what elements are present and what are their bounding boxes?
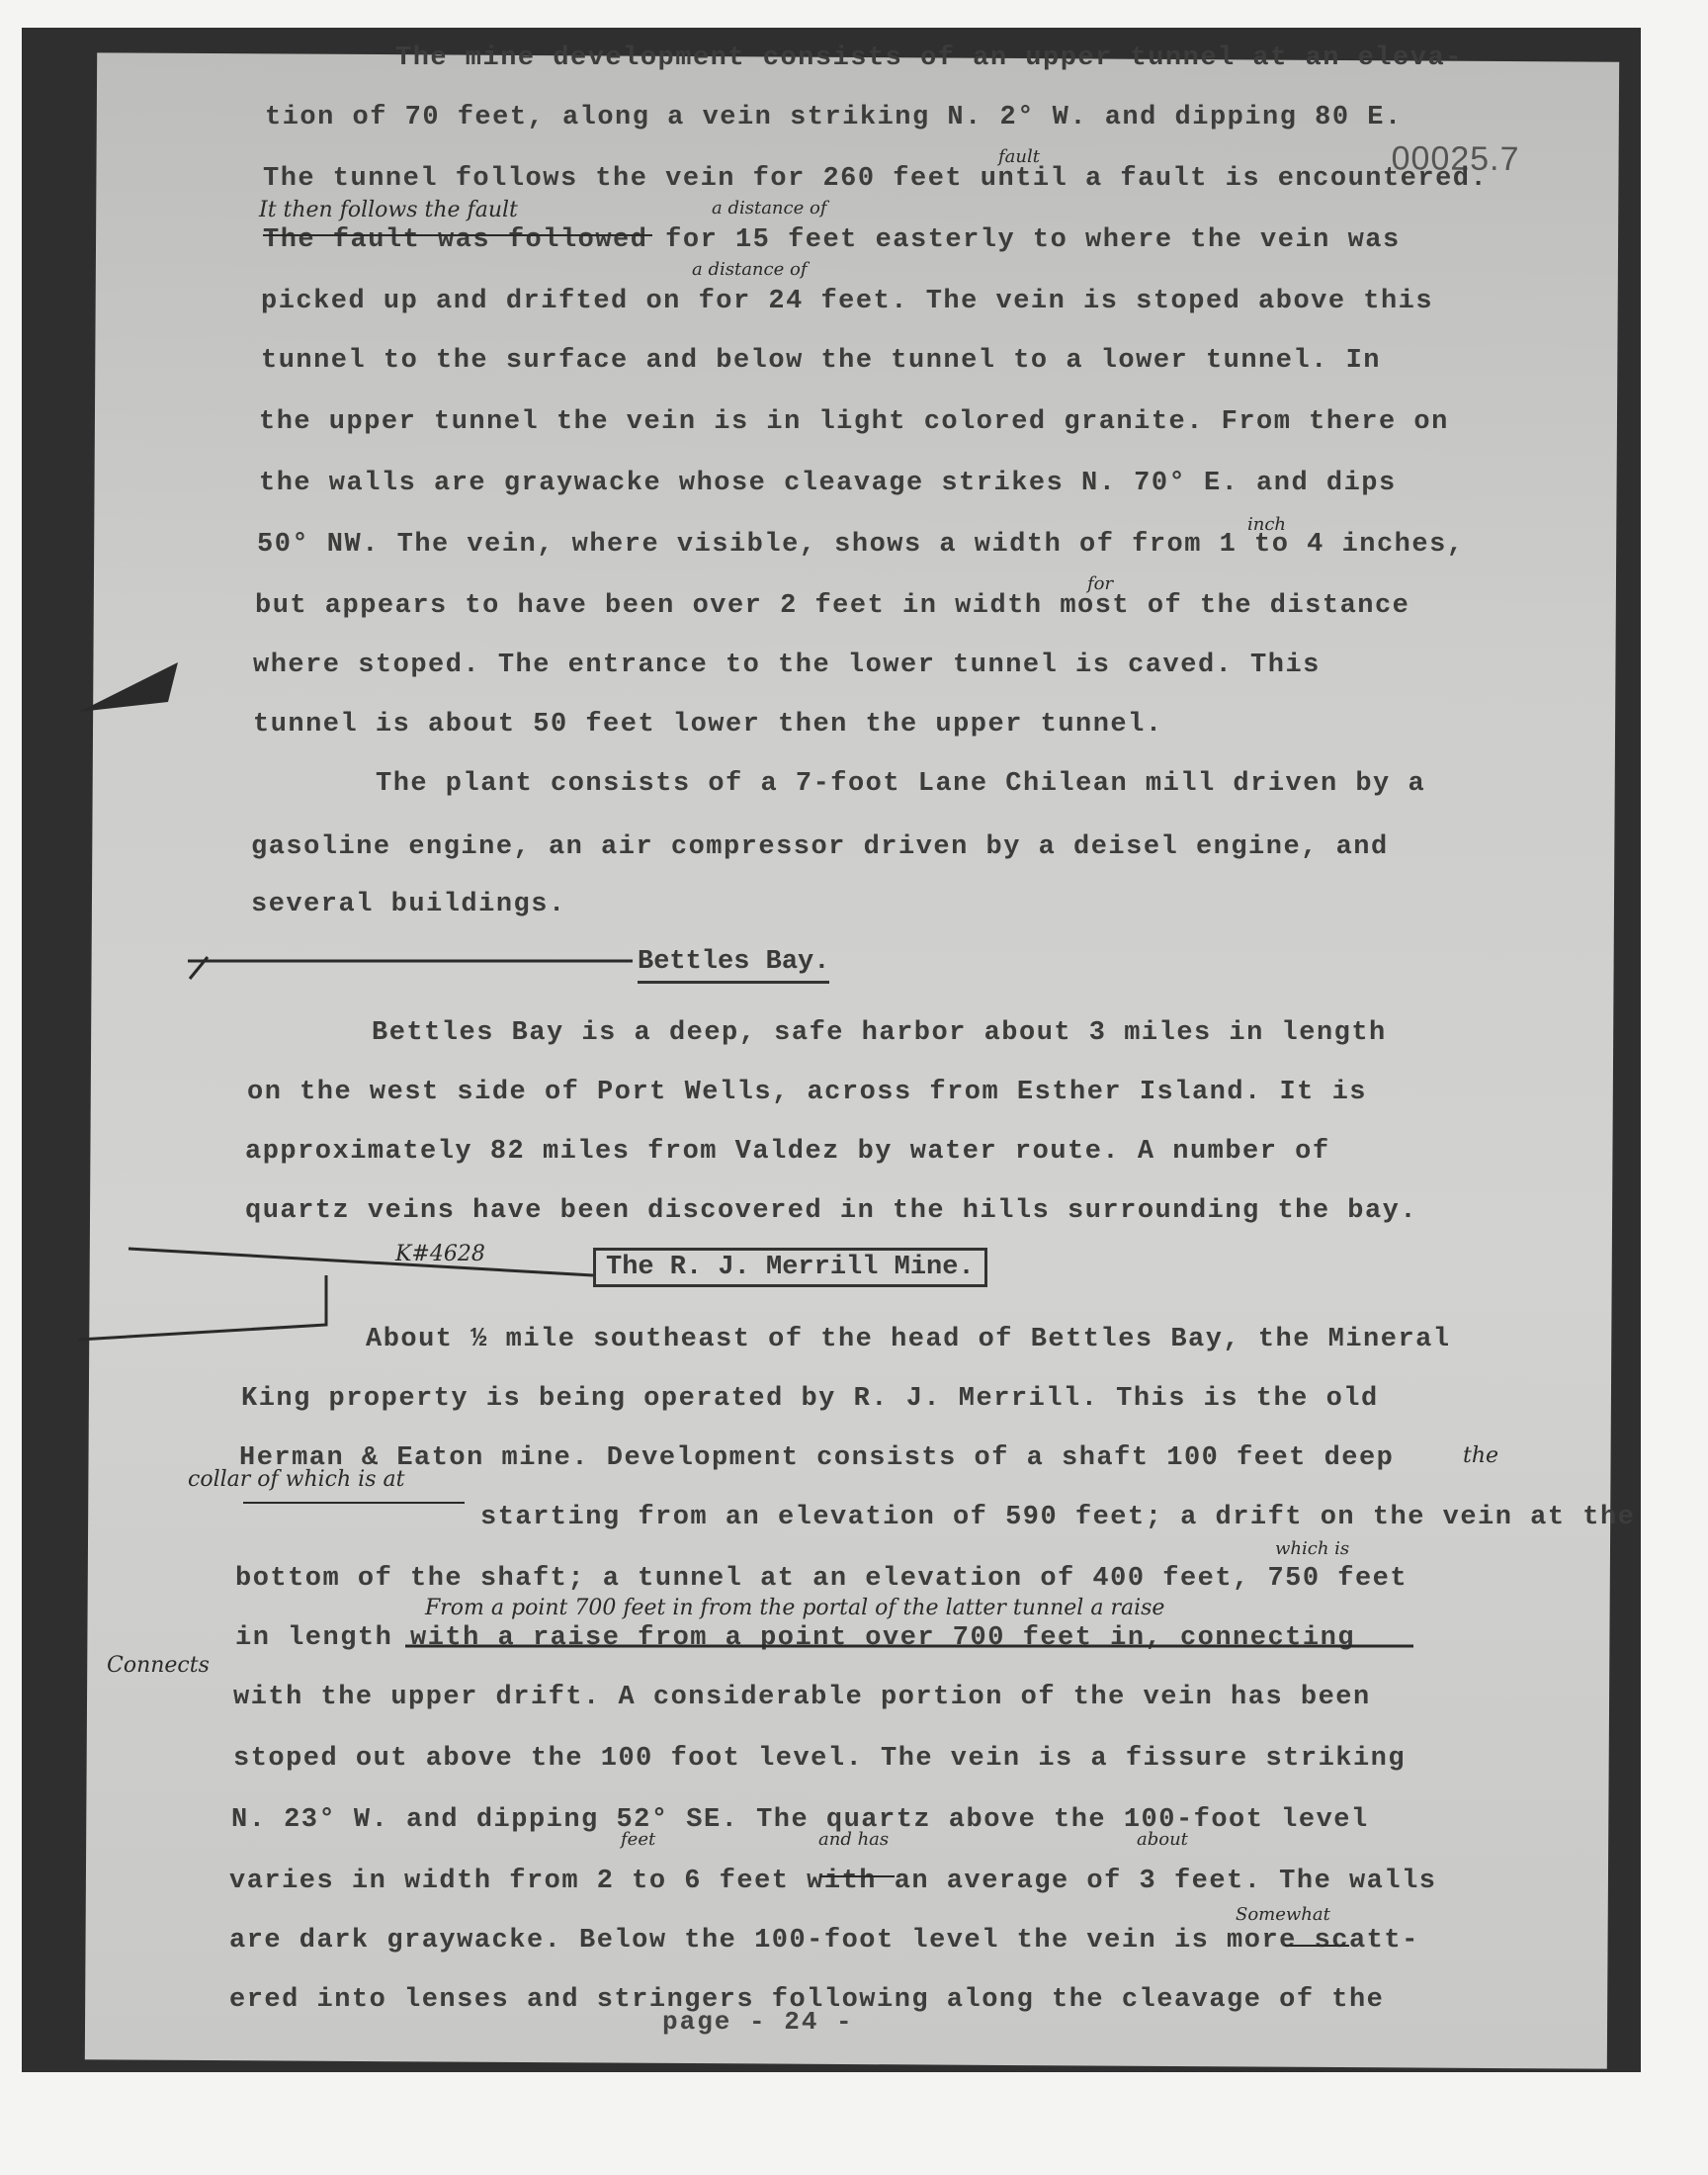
- text-line: tunnel to the surface and below the tunnel to a lower tunnel. In: [261, 346, 1381, 376]
- text-line: picked up and drifted on for 24 feet. The vein is stoped above this: [261, 287, 1434, 316]
- hand-connects: Connects: [107, 1653, 210, 1678]
- text-line: varies in width from 2 to 6 feet with an average of 3 feet. The walls: [229, 1867, 1437, 1896]
- text-line: quartz veins have been discovered in the hills surrounding the bay.: [245, 1196, 1418, 1226]
- text-line: The plant consists of a 7-foot Lane Chilean mill driven by a: [376, 769, 1426, 799]
- page-number: page - 24 -: [662, 2007, 854, 2037]
- hand-distance-2: a distance of: [692, 259, 808, 280]
- text-line: starting from an elevation of 590 feet; a drift on the vein at the: [480, 1503, 1636, 1532]
- text-line: the upper tunnel the vein is in light colored granite. From there on: [259, 407, 1449, 437]
- merrill-rule: [79, 1249, 593, 1340]
- hand-which-is: which is: [1275, 1538, 1350, 1559]
- hand-then-follows: It then follows the fault: [259, 198, 518, 222]
- text-line: The mine development consists of an upper tunnel at an eleva-: [395, 44, 1463, 73]
- heading-merrill-mine: The R. J. Merrill Mine.: [593, 1248, 987, 1287]
- text-line: are dark graywacke. Below the 100-foot level the vein is more scatt-: [229, 1926, 1419, 1956]
- text-line: with the upper drift. A considerable portion of the vein has been: [233, 1683, 1371, 1712]
- text-line: 50° NW. The vein, where visible, shows a width of from 1 to 4 inches,: [257, 530, 1465, 560]
- text-line: the walls are graywacke whose cleavage strikes N. 70° E. and dips: [259, 469, 1397, 498]
- hand-for: for: [1087, 573, 1114, 594]
- hand-feet: feet: [621, 1829, 656, 1850]
- text-line: gasoline engine, an air compressor driven by a deisel engine, and: [251, 832, 1389, 862]
- paper-clip-shadow: [79, 662, 178, 712]
- hand-and-has: and has: [818, 1829, 890, 1850]
- text-line: on the west side of Port Wells, across from Esther Island. It is: [247, 1078, 1367, 1107]
- text-line: several buildings.: [251, 890, 566, 919]
- text-line: but appears to have been over 2 feet in width most of the distance: [255, 591, 1410, 621]
- hand-margin-code: K#4628: [395, 1242, 485, 1266]
- text-line: N. 23° W. and dipping 52° SE. The quartz above the 100-foot level: [231, 1805, 1369, 1835]
- hand-inch: inch: [1247, 514, 1287, 535]
- text-line: The tunnel follows the vein for 260 feet until a fault is encountered.: [263, 164, 1489, 194]
- text-line: in length with a raise from a point over 700 feet in, connecting: [235, 1623, 1355, 1653]
- heading-bettles-bay: Bettles Bay.: [638, 947, 829, 984]
- text-line: where stoped. The entrance to the lower tunnel is caved. This: [253, 651, 1321, 680]
- text-line: Herman & Eaton mine. Development consists of a shaft 100 feet deep: [239, 1443, 1395, 1473]
- text-line: ered into lenses and stringers following along the cleavage of the: [229, 1985, 1385, 2015]
- text-line: The fault was followed for 15 feet easterly to where the vein was: [263, 225, 1401, 255]
- text-line: About ½ mile southeast of the head of Bettles Bay, the Mineral: [366, 1325, 1451, 1354]
- hand-from-point: From a point 700 feet in from the portal of the latter tunnel a raise: [425, 1596, 1165, 1620]
- hand-distance-1: a distance of: [712, 198, 827, 218]
- hand-fault: fault: [998, 146, 1040, 167]
- text-line: King property is being operated by R. J. Merrill. This is the old: [241, 1384, 1379, 1414]
- text-line: Bettles Bay is a deep, safe harbor about 3 miles in length: [372, 1018, 1387, 1048]
- text-line: approximately 82 miles from Valdez by water route. A number of: [245, 1137, 1330, 1167]
- hand-the: the: [1463, 1443, 1499, 1468]
- hand-collar: collar of which is at: [188, 1467, 405, 1492]
- hand-somewhat: Somewhat: [1236, 1904, 1330, 1925]
- hand-about: about: [1137, 1829, 1188, 1850]
- text-line: tunnel is about 50 feet lower then the upper tunnel.: [253, 710, 1163, 740]
- text-line: bottom of the shaft; a tunnel at an elevation of 400 feet, 750 feet: [235, 1564, 1409, 1594]
- text-line: tion of 70 feet, along a vein striking N. 2° W. and dipping 80 E.: [265, 103, 1403, 132]
- text-line: stoped out above the 100 foot level. The vein is a fissure striking: [233, 1744, 1407, 1774]
- page-stamp: 00025.7: [1391, 139, 1520, 179]
